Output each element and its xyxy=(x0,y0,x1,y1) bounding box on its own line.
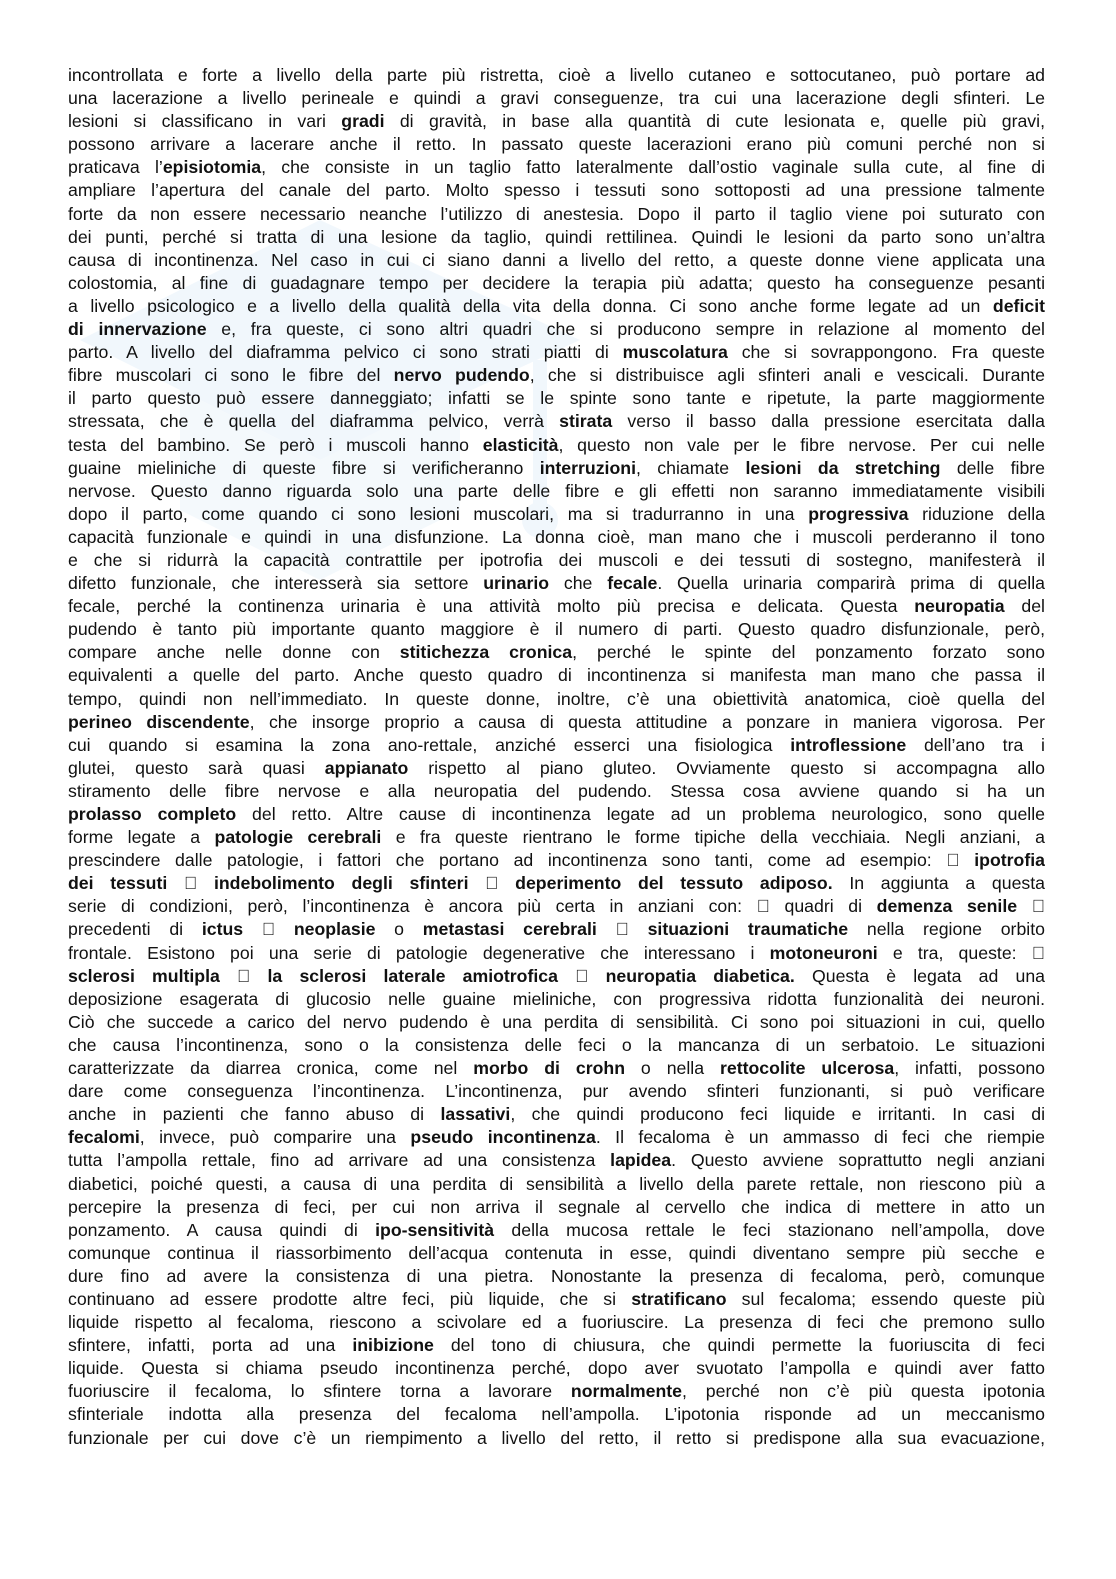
text-line: capacità funzionale e quindi in una disfunzione. La donna cioè, man mano che i muscoli perderanno il tono xyxy=(68,526,1045,547)
text-line: glutei, questo sarà quasi appianato rispetto al piano gluteo. Ovviamente questo si accompagna allo xyxy=(68,757,1045,778)
text-line: tempo, quindi non nell’immediato. In queste donne, inoltre, c’è una obiettività anatomica, cioè quella del xyxy=(68,688,1045,709)
text-line: sfintere, infatti, porta ad una inibizione del tono di chiusura, che quindi permette la fuoriuscita di feci xyxy=(68,1335,1045,1356)
text-line: fuoriuscire il fecaloma, lo sfintere torna a lavorare normalmente, perché non c’è più questa ipotonia xyxy=(68,1381,1045,1402)
text-line: incontrollata e forte a livello della parte più ristretta, cioè a livello cutaneo e sottocutaneo, può portare ad xyxy=(68,65,1045,85)
text-line: fibre muscolari ci sono le fibre del nervo pudendo, che si distribuisce agli sfinteri anali e vescicali. Durante xyxy=(68,365,1045,386)
text-line: prolasso completo del retto. Altre cause di incontinenza legate ad un problema neurologico, sono quelle xyxy=(68,804,1045,824)
text-line: dare come conseguenza l’incontinenza. L’incontinenza, pur avendo sfinteri funzionanti, si può verificare xyxy=(68,1081,1045,1102)
text-line: deposizione esagerata di glucosio nelle guaine mieliniche, con progressiva ridotta funzionalità dei neuroni. xyxy=(68,988,1045,1009)
text-line: guaine mieliniche di queste fibre si verificheranno interruzioni, chiamate lesioni da stretching delle fibre xyxy=(68,457,1045,478)
text-line: cui quando si esamina la zona ano-rettale, anziché esserci una fisiologica introflessione dell’ano tra i xyxy=(68,734,1045,755)
text-line: sfinteriale indotta alla presenza del fecaloma nell’ampolla. L’ipotonia risponde ad un meccanismo xyxy=(68,1404,1045,1425)
text-line: perineo discendente, che insorge proprio a causa di questa attitudine a ponzare in maniera vigorosa. Per xyxy=(68,711,1045,732)
text-line: anche in pazienti che fanno abuso di lassativi, che quindi producono feci liquide e irritanti. In casi di xyxy=(68,1104,1045,1125)
text-line: nervose. Questo danno riguarda solo una parte delle fibre e gli effetti non saranno immediatamente visibili xyxy=(68,480,1045,501)
text-line: sclerosi multipla la sclerosi laterale amiotrofica neuropatia diabetica. Questa è legata ad una xyxy=(68,965,1045,986)
text-line: possono arrivare a lacerare anche il retto. In passato queste lacerazioni erano più comuni perché non si xyxy=(68,134,1045,155)
text-line: Ciò che succede a carico del nervo pudendo è una perdita di sensibilità. Ci sono poi situazioni in cui, quello xyxy=(68,1011,1045,1032)
text-line: colostomia, al fine di guadagnare tempo per decidere la terapia più adatta; questo ha conseguenze pesanti xyxy=(68,272,1045,293)
text-line: ponzamento. A causa quindi di ipo-sensitività della mucosa rettale le feci stazionano nell’ampolla, dove xyxy=(68,1219,1045,1240)
text-line: forte da non essere necessario neanche l’utilizzo di anestesia. Dopo il parto il taglio viene poi suturato con xyxy=(68,203,1045,224)
text-line: precedenti di ictus neoplasie o metastasi cerebrali situazioni traumatiche nella regione orbito xyxy=(68,919,1045,940)
text-line: parto. A livello del diaframma pelvico ci sono strati piatti di muscolatura che si sovrappongono. Fra queste xyxy=(68,342,1045,363)
text-line: diabetici, poiché questi, a causa di una perdita di sensibilità a livello della parete rettale, non riescono più a xyxy=(68,1173,1045,1194)
text-line: funzionale per cui dove c’è un riempimento a livello del retto, il retto si predispone alla sua evacuazione, xyxy=(68,1427,1045,1448)
text-line: liquide. Questa si chiama pseudo incontinenza perché, dopo aver svuotato l’ampolla e quindi aver fatto xyxy=(68,1358,1045,1379)
text-line: stiramento delle fibre nervose e alla neuropatia del pudendo. Stessa cosa avviene quando si ha un xyxy=(68,780,1045,801)
text-line: compare anche nelle donne con stitichezza cronica, perché le spinte del ponzamento forzato sono xyxy=(68,642,1045,663)
text-line: frontale. Esistono poi una serie di patologie degenerative che interessano i motoneuroni e tra, queste: xyxy=(68,942,1045,963)
text-line: pudendo è tanto più importante quanto maggiore è il numero di parti. Questo quadro disfunzionale, però, xyxy=(68,619,1045,640)
text-line: dure fino ad avere la consistenza di una pietra. Nonostante la presenza di fecaloma, però, comunque xyxy=(68,1265,1045,1286)
text-line: di innervazione e, fra queste, ci sono altri quadri che si producono sempre in relazione al momento del xyxy=(68,319,1045,340)
text-line: dei tessuti indebolimento degli sfinteri deperimento del tessuto adiposo. In aggiunta a questa xyxy=(68,873,1045,894)
text-line: liquide rispetto al fecaloma, riescono a scivolare ed a fuoriuscire. La presenza di feci che premono sullo xyxy=(68,1312,1045,1333)
text-line: tutta l’ampolla rettale, fino ad arrivare ad una consistenza lapidea. Questo avviene soprattutto negli anziani xyxy=(68,1150,1045,1171)
text-line: una lacerazione a livello perineale e quindi a gravi conseguenze, tra cui una lacerazione degli sfinteri. Le xyxy=(68,88,1045,109)
text-line: testa del bambino. Se però i muscoli hanno elasticità, questo non vale per le fibre nervose. Per cui nelle xyxy=(68,434,1045,455)
text-line: equivalenti a quelle del parto. Anche questo quadro di incontinenza si manifesta man mano che passa il xyxy=(68,665,1045,686)
text-line: lesioni si classificano in vari gradi di gravità, in base alla quantità di cute lesionata e, quelle più gravi, xyxy=(68,111,1045,132)
body-text xyxy=(68,64,1045,1450)
text-line: ampliare l’apertura del canale del parto. Molto spesso i tessuti sono sottoposti ad una pressione talmente xyxy=(68,180,1045,201)
text-line: e che si ridurrà la capacità contrattile per ipotrofia dei muscoli e dei tessuti di sostegno, manifesterà il xyxy=(68,549,1045,570)
text-line: il parto questo può essere danneggiato; infatti se le spinte sono tante e ripetute, la parte maggiormente xyxy=(68,388,1045,409)
text-line: dopo il parto, come quando ci sono lesioni muscolari, ma si tradurranno in una progressiva riduzione della xyxy=(68,503,1045,524)
text-line: serie di condizioni, però, l’incontinenza è ancora più certa in anziani con: quadri di demenza senile xyxy=(68,896,1016,917)
text-line: fecalomi, invece, può comparire una pseudo incontinenza. Il fecaloma è un ammasso di feci che riempie xyxy=(68,1127,1045,1148)
text-line: fecale, perché la continenza urinaria è una attività molto più precisa e delicata. Questa neuropatia del xyxy=(68,596,1045,617)
text-line: causa di incontinenza. Nel caso in cui ci siano danni a livello del retto, a queste donne viene applicata una xyxy=(68,249,1045,270)
text-line: praticava l’episiotomia, che consiste in un taglio fatto lateralmente dall’ostio vaginale sulla cute, al fine di xyxy=(68,157,1045,178)
text-line: comunque continua il riassorbimento dell’acqua contenuta in esse, quindi diventano sempre più secche e xyxy=(68,1242,1045,1263)
text-line: continuano ad essere prodotte altre feci, più liquide, che si stratificano sul fecaloma; essendo queste più xyxy=(68,1288,1045,1309)
text-line: forme legate a patologie cerebrali e fra queste rientrano le forme tipiche della vecchiaia. Negli anziani, a xyxy=(68,827,1045,848)
text-line: che causa l’incontinenza, sono o la consistenza delle feci o la mancanza di un serbatoio. Le situazioni xyxy=(68,1034,1045,1055)
text-line: dei punti, perché si tratta di una lesione da taglio, quindi rettilinea. Quindi le lesioni da parto sono un’altra xyxy=(68,226,1045,247)
text-line: stressata, che è quella del diaframma pelvico, verrà stirata verso il basso dalla pressione esercitata dalla xyxy=(68,411,1045,432)
text-line: percepire la presenza di feci, per cui non arriva il segnale al cervello che indica di mettere in atto un xyxy=(68,1196,1045,1217)
text-line: difetto funzionale, che interesserà sia settore urinario che fecale. Quella urinaria comparirà prima di quella xyxy=(68,573,1045,594)
text-line: a livello psicologico e a livello della qualità della vita della donna. Ci sono anche forme legate ad un deficit xyxy=(68,295,1045,316)
text-line: prescindere dalle patologie, i fattori che portano ad incontinenza sono tanti, come ad esempio: ipotrofia xyxy=(68,850,1045,871)
text-line: caratterizzate da diarrea cronica, come nel morbo di crohn o nella rettocolite ulcerosa, infatti, possono xyxy=(68,1058,1045,1079)
